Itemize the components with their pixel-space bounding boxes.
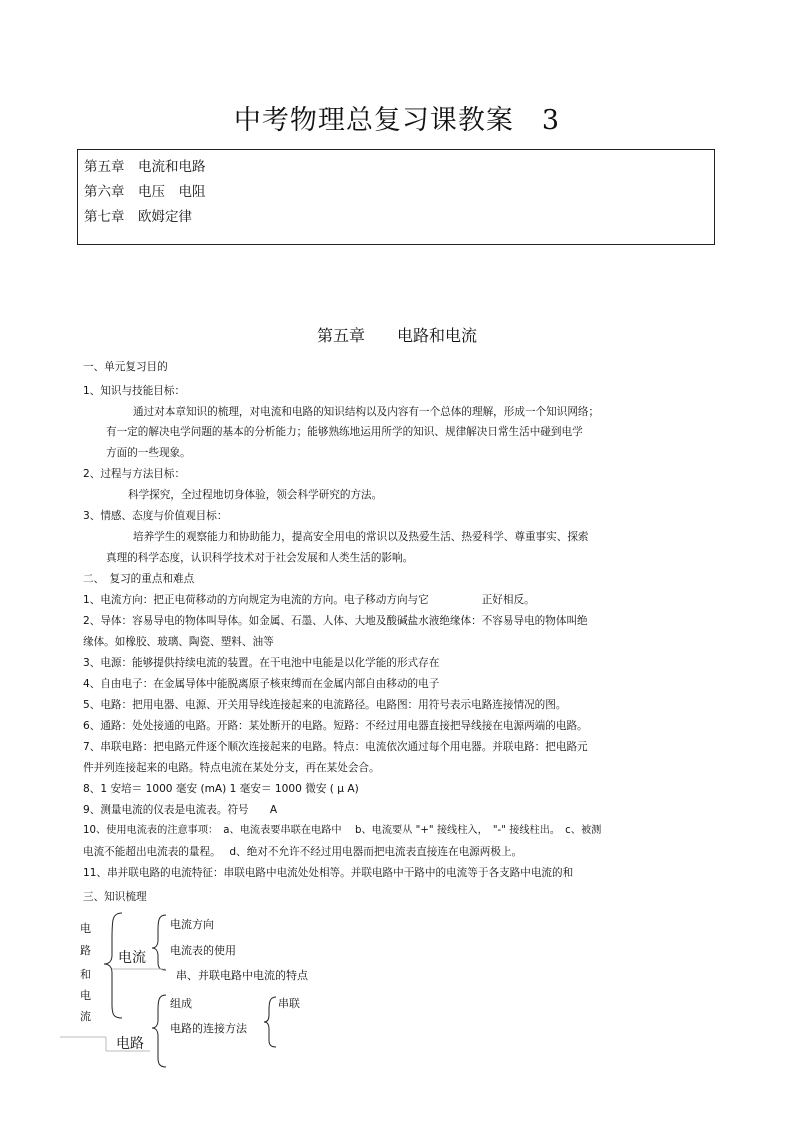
tree-node-current: 电流 xyxy=(118,950,146,966)
tree-root-char: 路 xyxy=(80,944,91,957)
paragraph-line: 1、知识与技能目标： xyxy=(83,385,186,397)
chapter-list-item: 第七章 欧姆定律 xyxy=(84,209,192,225)
paragraph-line: 科学探究，全过程地切身体验，领会科学研究的方法。 xyxy=(128,489,383,501)
paragraph-line: 3、电源：能够提供持续电流的装置。在干电池中电能是以化学能的形式存在 xyxy=(83,657,440,669)
paragraph-line: 方面的一些现象。 xyxy=(106,447,191,459)
document-title: 中考物理总复习课教案 3 xyxy=(233,105,561,136)
tree-root-char: 电 xyxy=(80,989,91,1002)
paragraph-line: 5、电路：把用电器、电源、开关用导线连接起来的电流路径。电路图：用符号表示电路连接情况的图。 xyxy=(83,699,567,711)
paragraph-line: 7、串联电路：把电路元件逐个顺次连接起来的电路。特点：电流依次通过每个用电器。并联电路：把电路元 xyxy=(83,741,588,753)
chapter-list-item: 第六章 电压 电阻 xyxy=(84,184,206,200)
paragraph-line: 缘体。如橡胶、玻璃、陶瓷、塑料、油等 xyxy=(83,636,274,648)
tree-leaf: 串、并联电路中电流的特点 xyxy=(176,969,308,982)
paragraph-line: 4、自由电子：在金属导体中能脱离原子核束缚而在金属内部自由移动的电子 xyxy=(83,678,440,690)
paragraph-line: 9、测量电流的仪表是电流表。符号 A xyxy=(83,804,278,816)
section-heading: 三、知识梳理 xyxy=(83,891,147,903)
tree-leaf: 电流方向 xyxy=(170,918,214,931)
paragraph-line: 真理的科学态度，认识科学技术对于社会发展和人类生活的影响。 xyxy=(106,552,414,564)
paragraph-line: 10、使用电流表的注意事项： a、电流表要串联在电路中 b、电流要从 "+" 接线柱入， "-" 接线柱出。 c、被测 xyxy=(83,825,602,836)
paragraph-line: 电流不能超出电流表的量程。 d、绝对不允许不经过用电器而把电流表直接连在电源两极上。 xyxy=(83,846,523,858)
tree-leaf: 电流表的使用 xyxy=(170,944,236,957)
paragraph-line: 11、串并联电路的电流特征：串联电路中电流处处相等。并联电路中干路中的电流等于各支路中电流的和 xyxy=(83,867,574,879)
tree-leaf: 串联 xyxy=(278,997,300,1010)
tree-node-circuit: 电路 xyxy=(116,1036,144,1052)
paragraph-line: 通过对本章知识的梳理，对电流和电路的知识结构以及内容有一个总体的理解，形成一个知识网络； xyxy=(133,406,600,418)
chapter-list-item: 第五章 电流和电路 xyxy=(84,159,206,175)
section-heading: 二、 复习的重点和难点 xyxy=(83,573,195,585)
tree-root-char: 和 xyxy=(80,968,91,981)
paragraph-line: 1、电流方向：把正电荷移动的方向规定为电流的方向。电子移动方向与它 正好相反。 xyxy=(83,594,535,606)
paragraph-line: 件并列连接起来的电路。特点电流在某处分支，再在某处会合。 xyxy=(83,762,380,774)
tree-root-char: 流 xyxy=(80,1010,91,1023)
paragraph-line: 8、1 安培＝ 1000 毫安 (mA) 1 毫安＝ 1000 微安 ( μ A) xyxy=(83,783,359,795)
paragraph-line: 培养学生的观察能力和协助能力，提高安全用电的常识以及热爱生活、热爱科学、尊重事实、探索 xyxy=(133,531,589,543)
paragraph-line: 6、通路：处处接通的电路。开路：某处断开的电路。短路：不经过用电器直接把导线接在电源两端的电路。 xyxy=(83,720,588,732)
paragraph-line: 2、导体：容易导电的物体叫导体。如金属、石墨、人体、大地及酸碱盐水液绝缘体：不容易导电的物体叫绝 xyxy=(83,615,588,627)
tree-leaf: 电路的连接方法 xyxy=(170,1022,247,1035)
tree-leaf: 组成 xyxy=(170,997,192,1010)
tree-root-char: 电 xyxy=(80,922,91,935)
section-heading: 一、单元复习目的 xyxy=(83,361,168,373)
chapter-heading: 第五章 电路和电流 xyxy=(316,326,477,345)
paragraph-line: 有一定的解决电学问题的基本的分析能力；能够熟练地运用所学的知识、规律解决日常生活中碰到电学 xyxy=(106,426,583,438)
paragraph-line: 2、过程与方法目标： xyxy=(83,468,186,480)
paragraph-line: 3、情感、态度与价值观目标： xyxy=(83,510,228,522)
